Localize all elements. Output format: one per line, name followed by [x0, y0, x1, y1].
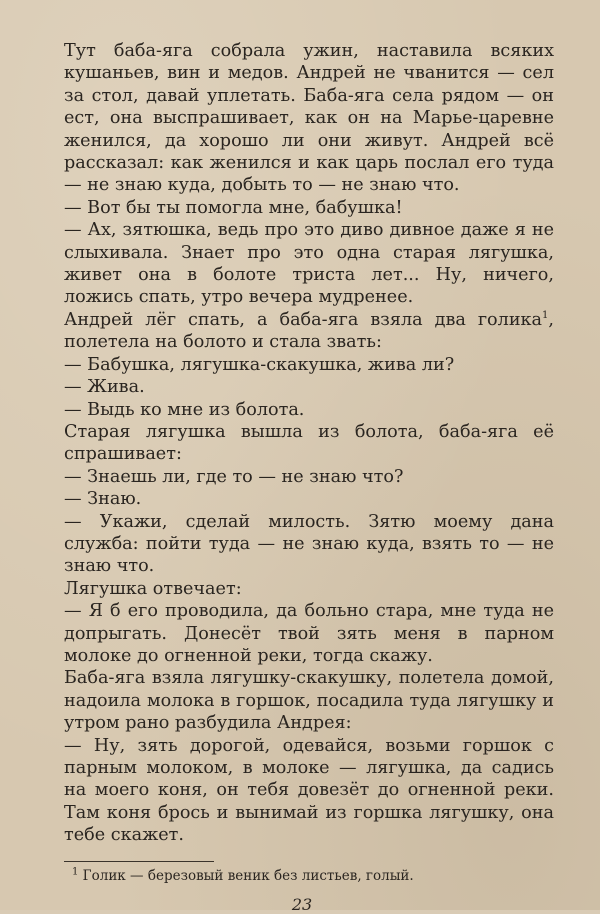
footnote-text: Голик — березовый веник без листьев, голый. [82, 867, 414, 884]
paragraph: — Ну, зять дорогой, одевайся, возьми горшок с парным молоком, в молоке — лягушка, да садись на моего коня, он тебя довезёт до огненной реки. Там коня брось и вынимай из горшка лягушку, она тебе скажет. [64, 735, 554, 846]
paragraph: — Знаешь ли, где то — не знаю что? [64, 466, 404, 487]
paragraph: Лягушка отвечает: [64, 578, 242, 599]
paragraph: — Знаю. [64, 489, 142, 510]
paragraph-text: Андрей лёг спать, а баба-яга взяла два голика [64, 309, 543, 330]
footnote-mark: 1 [72, 866, 79, 878]
paragraph: — Жива. [64, 377, 145, 398]
paragraph: — Ах, зятюшка, ведь про это диво дивное даже я не слыхивала. Знает про это одна старая лягушка, живет она в болоте триста лет... Ну, ничего, ложись спать, утро вечера мудренее. [64, 220, 554, 308]
paragraph: — Бабушка, лягушка-скакушка, жива ли? [64, 354, 455, 375]
paragraph-text-tail: , полетела на болото и стала звать: [64, 309, 554, 353]
paragraph: Старая лягушка вышла из болота, баба-яга её спрашивает: [64, 421, 554, 465]
page-number: 23 [291, 894, 313, 914]
paragraph: — Я б его проводила, да больно стара, мне туда не допрыгать. Донесёт твой зять меня в парном молоке до огненной реки, тогда скажу. [64, 601, 554, 666]
footnote [64, 868, 554, 885]
paragraph: — Укажи, сделай милость. Зятю моему дана служба: пойти туда — не знаю куда, взять то — не знаю что. [64, 511, 554, 577]
paragraph: Тут баба-яга собрала ужин, наставила всяких кушаньев, вин и медов. Андрей не чванится — сел за стол, давай уплетать. Баба-яга села рядом — он ест, она выспрашивает, как он на Марье-царевне женился, да хорошо ли они живут. Андрей всё рассказал: как женился и как царь послал его туда — не знаю куда, добыть то — не знаю что. [64, 41, 554, 196]
paragraph: — Вот бы ты помогла мне, бабушка! [64, 197, 403, 218]
footnote-reference: 1 [542, 310, 549, 322]
paragraph-with-footnote [64, 309, 554, 354]
footnote-divider [64, 861, 214, 862]
paragraph: Баба-яга взяла лягушку-скакушку, полетела домой, надоила молока в горшок, посадила туда лягушку и утром рано разбудила Андрея: [64, 668, 554, 734]
paragraph: — Выдь ко мне из болота. [64, 399, 305, 420]
main-text [64, 40, 554, 847]
